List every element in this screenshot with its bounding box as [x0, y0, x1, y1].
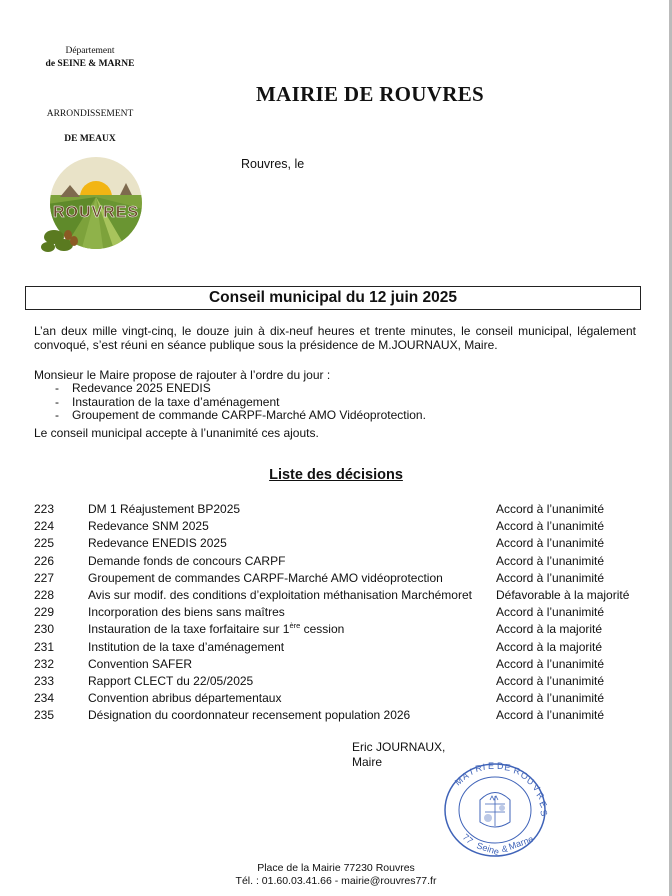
table-row [34, 691, 644, 708]
rouvres-logo [40, 155, 152, 260]
table-row [34, 708, 644, 725]
decision-result: Accord à l’unanimité [496, 708, 605, 723]
table-row [34, 502, 644, 519]
department-label: Département [65, 46, 115, 56]
decision-subject: Convention abribus départementaux [88, 691, 282, 706]
decision-subject: DM 1 Réajustement BP2025 [88, 502, 241, 516]
table-row [34, 519, 644, 536]
signer-name: Eric JOURNAUX, [352, 740, 446, 754]
decision-result: Défavorable à la majorité [496, 587, 630, 602]
decision-subject: Rapport CLECT du 22/05/2025 [88, 673, 254, 688]
decision-number: 225 [34, 536, 55, 551]
decision-number: 227 [34, 570, 55, 585]
table-row [34, 588, 644, 605]
table-row [34, 605, 644, 622]
svg-text:S: S [538, 808, 550, 818]
svg-text:R: R [534, 790, 547, 802]
subject-text: Instauration de la taxe forfaitaire sur 1 [88, 622, 290, 637]
proposal-text: Monsieur le Maire propose de rajouter à l’ordre du jour : [34, 368, 331, 382]
table-row [34, 657, 644, 674]
decision-subject: Institution de la taxe d’aménagement [88, 639, 285, 654]
mairie-stamp [440, 760, 550, 865]
decision-result: Accord à l’unanimité [496, 605, 605, 620]
decisions-table [34, 502, 644, 725]
footer-address: Place de la Mairie 77230 Rouvres [257, 862, 415, 874]
svg-text:Seine: Seine [475, 840, 501, 858]
svg-text:Marne: Marne [507, 833, 535, 852]
svg-text:U: U [524, 775, 536, 788]
decision-number: 231 [34, 639, 55, 654]
decision-subject [88, 622, 344, 636]
decision-subject: Convention SAFER [88, 656, 193, 671]
decision-result: Accord à l’unanimité [496, 502, 605, 516]
decision-subject: Avis sur modif. des conditions d’exploitation méthanisation Marchémoret [88, 587, 472, 602]
svg-text:E: E [537, 799, 549, 810]
svg-text:A: A [460, 770, 471, 782]
signer-title: Maire [352, 754, 383, 769]
decision-result: Accord à l’unanimité [496, 570, 605, 585]
table-row [34, 622, 644, 639]
added-items-list [34, 382, 426, 423]
decision-result: Accord à l’unanimité [496, 553, 605, 568]
place-date: Rouvres, le [241, 157, 305, 171]
arrondissement-label: ARRONDISSEMENT [46, 109, 134, 119]
decision-number: 226 [34, 553, 55, 568]
subject-text-end: cession [300, 622, 345, 637]
svg-text:M: M [452, 775, 466, 788]
decision-result: Accord à l’unanimité [496, 691, 605, 706]
decision-subject: Redevance ENEDIS 2025 [88, 536, 227, 551]
decision-number: 230 [34, 622, 55, 637]
svg-text:V: V [530, 782, 542, 794]
decision-result: Accord à la majorité [496, 639, 603, 654]
decision-result: Accord à l’unanimité [496, 673, 605, 688]
decision-subject: Désignation du coordonnateur recensement population 2026 [88, 708, 411, 723]
decision-number: 233 [34, 673, 55, 688]
signature-block [352, 740, 445, 769]
arrondissement-name: DE MEAUX [64, 134, 116, 144]
svg-text:E: E [488, 761, 495, 771]
decision-number: 232 [34, 656, 55, 671]
decision-number: 228 [34, 587, 55, 602]
decision-result: Accord à la majorité [496, 622, 603, 637]
meeting-title-box [25, 286, 641, 310]
svg-text:77: 77 [460, 831, 475, 846]
footer-contact: Tél. : 01.60.03.41.66 - mairie@rouvres77.fr [235, 875, 437, 887]
ordinal-superscript: ère [289, 621, 301, 631]
department-name: de SEINE & MARNE [45, 59, 135, 69]
decision-number: 234 [34, 691, 55, 706]
table-row [34, 674, 644, 691]
svg-text:E: E [503, 762, 512, 773]
svg-text:O: O [519, 769, 530, 782]
decision-number: 224 [34, 519, 55, 534]
decision-subject: Groupement de commandes CARPF-Marché AMO vidéoprotection [88, 570, 443, 585]
svg-text:R: R [474, 762, 483, 774]
decision-number: 229 [34, 605, 55, 620]
mairie-title: MAIRIE DE ROUVRES [256, 82, 484, 106]
svg-text:I: I [468, 766, 475, 777]
meeting-title: Conseil municipal du 12 juin 2025 [208, 289, 458, 306]
decision-result: Accord à l’unanimité [496, 519, 605, 534]
decision-result: Accord à l’unanimité [496, 536, 605, 551]
svg-text:I: I [482, 761, 486, 772]
table-row [34, 571, 644, 588]
intro-paragraph: L’an deux mille vingt-cinq, le douze juin à dix-neuf heures et trente minutes, le conseil municipal, légalement convoqué, s’est réuni en séance publique sous la présidence de M.JOURNAUX, Maire. [34, 324, 636, 352]
decision-number: 235 [34, 708, 55, 723]
list-item: - Redevance 2025 ENEDIS [34, 382, 426, 396]
acceptance-text: Le conseil municipal accepte à l’unanimité ces ajouts. [34, 426, 319, 440]
list-item: - Instauration de la taxe d’aménagement [34, 396, 426, 410]
decision-result: Accord à l’unanimité [496, 656, 605, 671]
table-row [34, 554, 644, 571]
list-item: - Groupement de commande CARPF-Marché AMO Vidéoprotection. [34, 409, 426, 423]
decisions-title: Liste des décisions [269, 467, 403, 483]
logo-lettering: ROUVRES [52, 204, 140, 221]
decision-subject: Incorporation des biens sans maîtres [88, 605, 285, 620]
decision-number: 223 [34, 502, 55, 516]
decision-subject: Redevance SNM 2025 [88, 519, 209, 534]
svg-text:D: D [497, 761, 504, 771]
table-row [34, 640, 644, 657]
table-row [34, 536, 644, 553]
svg-text:&: & [501, 843, 509, 854]
decision-subject: Demande fonds de concours CARPF [88, 553, 286, 568]
footer [0, 862, 672, 888]
svg-text:R: R [512, 765, 522, 777]
